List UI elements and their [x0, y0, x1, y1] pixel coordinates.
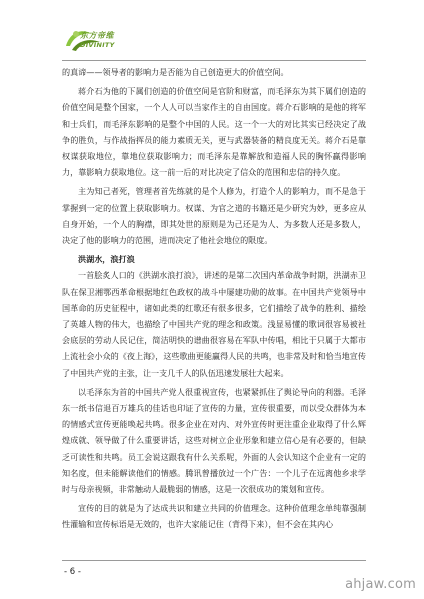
- paragraph-6: 宣传的目的就是为了达成共识和建立共同的价值理念。这种价值理念单纯靠强制性灌输和宣传标语是无效的，也许大家能记住（背得下来），但不会在其内心: [62, 503, 366, 530]
- paragraph-1: 的真谛——领导者的影响力是否能为自己创造更大的价值空间。: [62, 67, 289, 77]
- paragraph-2: 蒋介石为他的下属们创造的价值空间是官阶和财富，而毛泽东为其下属们创造的价值空间是整个国家，一个人人可以当家作主的自由国度。蒋介石影响的是他的将军和士兵们，而毛泽东影响的是整个中国的人民。这一个一大的对比其实已经决定了战争的胜负，与作战指挥员的能力素质无关，更与武器装备的精良度无关。蒋介石是靠权谋获取地位，靠地位获取影响力；而毛泽东是靠解放和造福人民的胸怀赢得影响力，靠影响力获取地位。这一前一后的对比决定了信众的范围和忠信的持久度。: [62, 86, 366, 178]
- logo-chinese-text: 东方帝维: [80, 31, 114, 40]
- section-heading: 洪湖水，浪打浪: [78, 254, 135, 265]
- document-body: [62, 64, 366, 533]
- page-number: - 6 -: [64, 567, 81, 577]
- paragraph-3: 主为知己者死，管理者首先练就的是个人修为，打造个人的影响力，而不是急于掌握到一定的位置上获取影响力。权谋、为官之道的书籍还是少研究为妙，更多应从自身开始，一个人的胸襟，即其处世的原则是为己还是为人、为多数人还是多数人，决定了他的影响力的范围，进而决定了他社会地位的限度。: [62, 186, 366, 246]
- footer-divider: [62, 560, 366, 561]
- header-divider: [62, 60, 366, 61]
- paragraph-5: 以毛泽东为首的中国共产党人很重视宣传，也紧紧抓住了舆论导向的利器。毛泽东一纸书信退百万雄兵的佳话也印证了宣传的力量，宣传很重要，而以受众群体为本的情感式宣传更能唤起共鸣。很多企业在对内、对外宣传时更注重企业取得了什么辉煌成就、领导做了什么重要讲话，这些对树立企业形象和建立信心是有必要的，但缺乏可读性和共鸣。员工会说这跟我有什么关系呢，外面的人会认知这个企业有一定的知名度，但未能解读他们的情感。腾讯曾播放过一个广告：一个儿子在远离他乡求学时与母亲视频，非常触动人最脆弱的情感，这是一次很成功的策划和宣传。: [62, 386, 366, 495]
- logo-english-text: DIVINITY: [80, 41, 115, 49]
- paragraph-4: 一首脍炙人口的《洪湖水浪打浪》，讲述的是第二次国内革命战争时期，洪湖赤卫队在保卫湘鄂西革命根据地红色政权的战斗中屡建功勋的故事。在中国共产党领导中国革命的历史征程中，诸如此类的红歌还有很多很多，它们描绘了战争的胜利、描绘了英雄人物的伟大，也描绘了中国共产党的理念和政策。浅显易懂的歌词很容易被社会底层的劳动人民记住，简洁明快的谱曲很容易在军队中传唱，相比于只属于大都市上流社会小众的《夜上海》，这些歌曲更能赢得人民的共鸣，也非常及时和恰当地宣传了中国共产党的主张，让一支几千人的队伍迅速发展壮大起来。: [62, 270, 366, 378]
- page-header: [0, 0, 424, 58]
- watermark: ahjaw.com: [345, 577, 416, 592]
